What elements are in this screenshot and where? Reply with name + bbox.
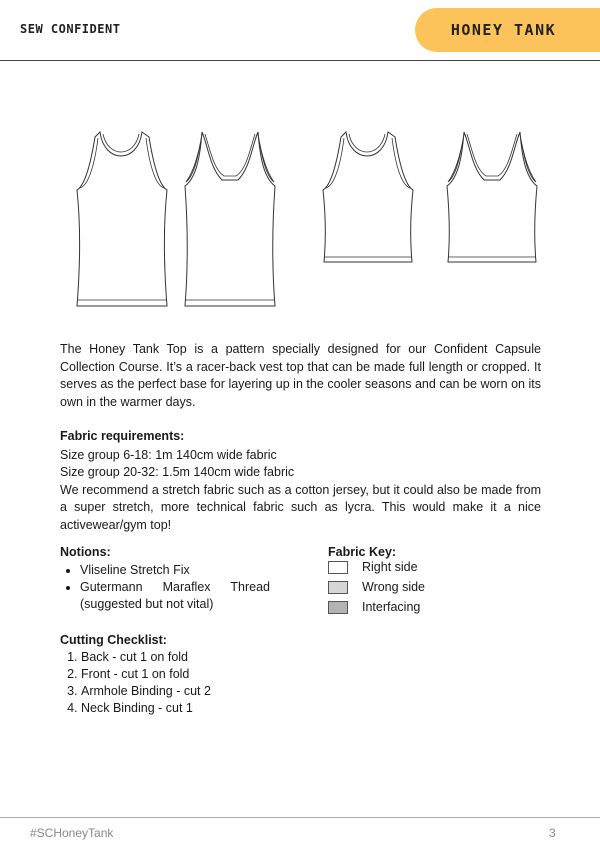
swatch-interfacing: [328, 601, 348, 614]
intro-paragraph: The Honey Tank Top is a pattern specially designed for our Confident Capsule Collection Course. It’s a racer-back vest top that can be made full length or cropped. It serves as the perfect base for layering up in the cooler seasons and can be worn on its own in the warmer days.: [60, 342, 541, 409]
key-label: Interfacing: [362, 600, 421, 614]
footer-divider: [0, 817, 600, 818]
swatch-right-side: [328, 561, 348, 574]
header-divider: [0, 60, 600, 61]
list-item: 1. Back - cut 1 on fold: [81, 649, 360, 666]
tank-full-back: [180, 128, 280, 310]
list-item: • Vliseline Stretch Fix: [80, 562, 270, 579]
tank-cropped-front: [318, 128, 418, 310]
cutting-list: [60, 649, 360, 717]
key-label: Wrong side: [362, 580, 425, 594]
notions-list: [60, 562, 270, 613]
notions-section: [60, 545, 270, 613]
cutting-checklist: [60, 633, 360, 717]
key-label: Right side: [362, 560, 418, 574]
brand-name: SEW CONFIDENT: [20, 22, 121, 36]
fabric-line: Size group 20-32: 1.5m 140cm wide fabric: [60, 465, 295, 479]
garment-illustrations: [60, 128, 540, 313]
fabric-key-section: [328, 545, 528, 617]
fabric-requirements-heading: Fabric requirements:: [60, 429, 185, 443]
key-row-wrong-side: [328, 577, 528, 597]
list-item: 3. Armhole Binding - cut 2: [81, 683, 360, 700]
notions-heading: Notions:: [60, 545, 111, 559]
title-tab: [415, 8, 600, 52]
fabric-requirements: [60, 428, 541, 534]
swatch-wrong-side: [328, 581, 348, 594]
list-item: • Gutermann Maraflex Thread (suggested but not vital): [80, 579, 270, 613]
fabric-line: Size group 6-18: 1m 140cm wide fabric: [60, 447, 277, 462]
fabric-recommendation: We recommend a stretch fabric such as a cotton jersey, but it could also be made from a super stretch, more technical fabric such as lycra. This would make it a nice activewear/gym top!: [60, 482, 541, 532]
key-row-interfacing: [328, 597, 528, 617]
tank-full-front: [72, 128, 172, 310]
page-title: HONEY TANK: [450, 21, 557, 39]
page-number: 3: [549, 826, 556, 840]
fabric-key-heading: Fabric Key:: [328, 545, 397, 559]
list-item: 2. Front - cut 1 on fold: [81, 666, 360, 683]
cutting-heading: Cutting Checklist:: [60, 633, 167, 647]
footer-hashtag: #SCHoneyTank: [30, 826, 114, 840]
list-item: 4. Neck Binding - cut 1: [81, 700, 360, 717]
tank-cropped-back: [442, 128, 542, 310]
key-row-right-side: [328, 557, 528, 577]
